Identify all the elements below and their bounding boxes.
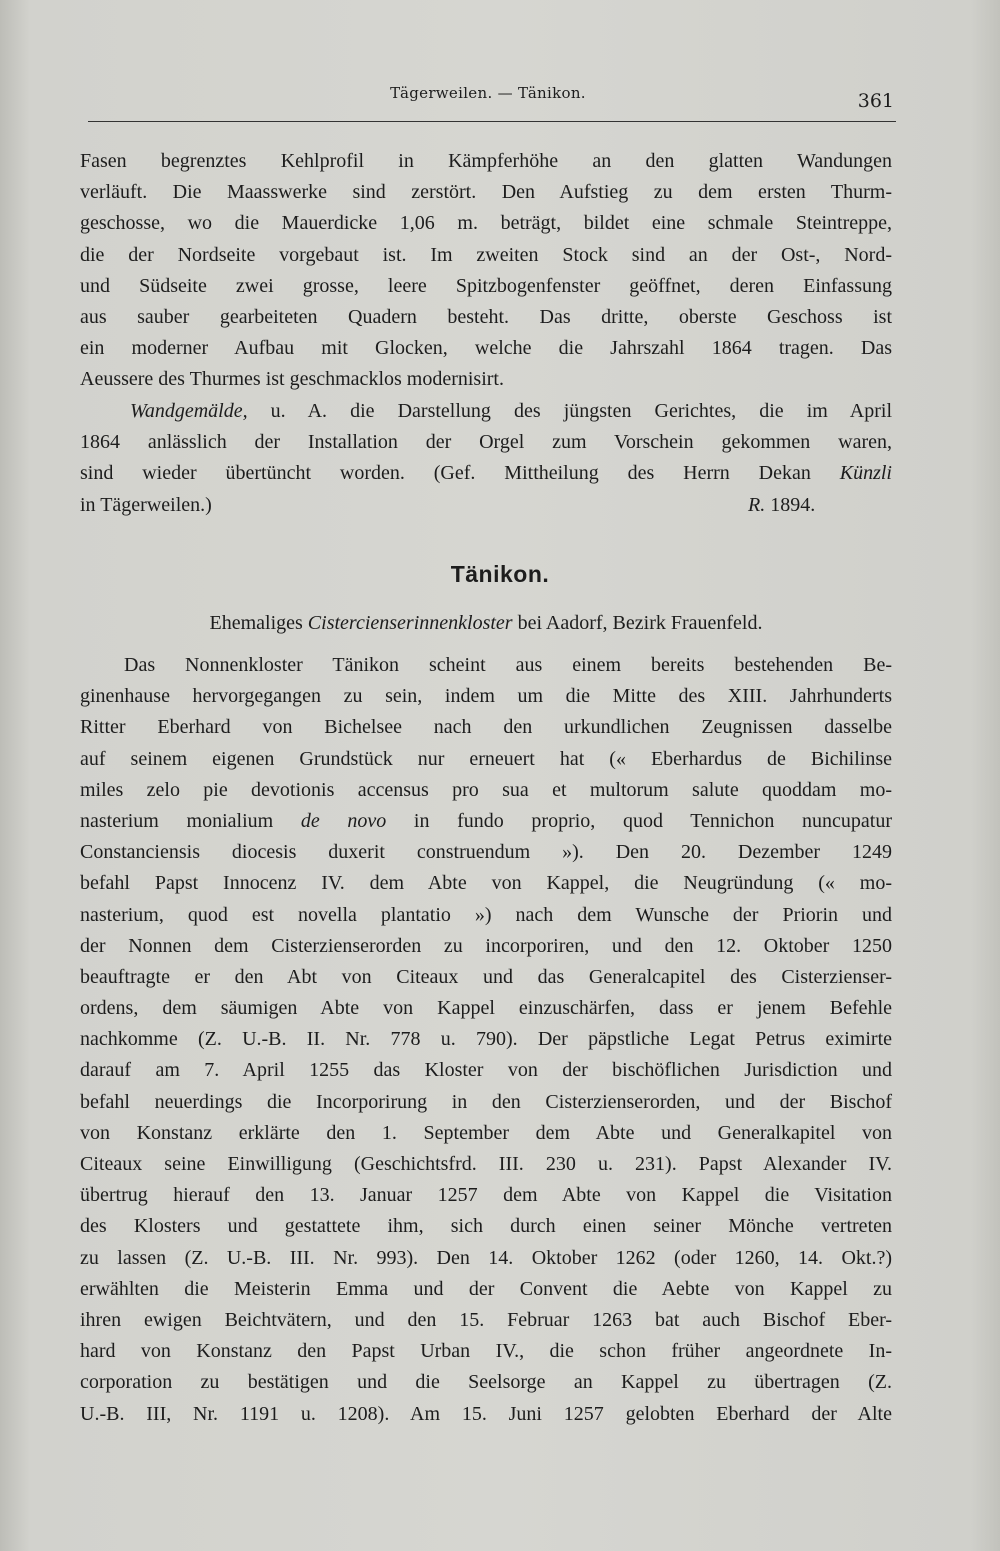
text-line [80, 458, 892, 489]
paragraph-tower-description [80, 146, 892, 396]
text-line: Constanciensis diocesis duxerit construendum »). Den 20. Dezember 1249 [80, 841, 892, 864]
text-span: sind wieder übertüncht worden. (Gef. Mittheilung des Herrn Dekan [80, 462, 840, 485]
section-title: Tänikon. [450, 561, 550, 587]
text-line: die der Nordseite vorgebaut ist. Im zweiten Stock sind an der Ost-, Nord- [80, 243, 892, 266]
text-line: verläuft. Die Maasswerke sind zerstört. Den Aufstieg zu dem ersten Thurm- [80, 181, 892, 204]
text-line: beauftragte er den Abt von Citeaux und das Generalcapitel des Cisterzienser- [80, 965, 892, 988]
text-line: Fasen begrenztes Kehlprofil in Kämpferhöhe an den glatten Wandungen [80, 150, 892, 172]
paragraph-convent-history [80, 650, 892, 1430]
text-line: Ritter Eberhard von Bichelsee nach den urkundlichen Zeugnissen dasselbe [80, 716, 892, 739]
text-span: bei Aadorf, Bezirk Frauenfeld. [512, 612, 763, 634]
text-line: miles zelo pie devotionis accensus pro sua et multorum salute quoddam mo- [80, 778, 892, 801]
signature-initial: R. [748, 493, 766, 516]
text-line: Citeaux seine Einwilligung (Geschichtsfrd. III. 230 u. 231). Papst Alexander IV. [80, 1153, 892, 1175]
italic-term: Cistercienserinnenkloster [307, 612, 513, 634]
paragraph-wall-paintings [80, 396, 892, 521]
page-header [80, 84, 896, 114]
italic-name: Künzli [839, 462, 892, 485]
text-line: aus sauber gearbeiteten Quadern besteht. Das dritte, oberste Geschoss ist [80, 305, 892, 328]
text-line: übertrug hierauf den 13. Januar 1257 dem Abte von Kappel die Visitation [80, 1184, 892, 1207]
text-line: darauf am 7. April 1255 das Kloster von der bischöflichen Jurisdiction und [80, 1059, 892, 1082]
section-subtitle [80, 612, 892, 635]
text-span: in Tägerweilen.) [80, 493, 212, 516]
text-line: auf seinem eigenen Grundstück nur erneuert hat (« Eberhardus de Bichilinse [80, 747, 892, 770]
signature-year: 1894. [765, 493, 816, 516]
text-line: ordens, dem säumigen Abte von Kappel einzuschärfen, dass er jenem Befehle [80, 997, 892, 1020]
text-line: 1864 anlässlich der Installation der Orgel zum Vorschein gekommen waren, [80, 431, 892, 454]
text-line: geschosse, wo die Mauerdicke 1,06 m. beträgt, bildet eine schmale Steintreppe, [80, 212, 892, 235]
text-span: in fundo proprio, quod Tennichon nuncupatur [386, 809, 892, 832]
text-line: nasterium, quod est novella plantatio ») nach dem Wunsche der Priorin und [80, 903, 892, 926]
text-span: u. A. die Darstellung des jüngsten Gerichtes, die im April [247, 400, 892, 422]
text-line: ein moderner Aufbau mit Glocken, welche die Jahrszahl 1864 tragen. Das [80, 337, 892, 360]
text-line: ginenhause hervorgegangen zu sein, indem um die Mitte des XIII. Jahrhunderts [80, 685, 892, 708]
running-title: Tägerweilen. — Tänikon. [390, 84, 586, 102]
text-line: und Südseite zwei grosse, leere Spitzbogenfenster geöffnet, deren Einfassung [80, 274, 892, 297]
text-line [80, 806, 892, 837]
text-line: U.-B. III, Nr. 1191 u. 1208). Am 15. Juni 1257 gelobten Eberhard der Alte [80, 1402, 892, 1425]
text-line: Aeussere des Thurmes ist geschmacklos modernisirt. [80, 368, 504, 391]
text-line: corporation zu bestätigen und die Seelsorge an Kappel zu übertragen (Z. [80, 1371, 892, 1394]
text-line [80, 396, 892, 427]
text-line: erwählten die Meisterin Emma und der Convent die Aebte von Kappel zu [80, 1277, 892, 1300]
header-rule [88, 121, 896, 122]
text-line: des Klosters und gestattete ihm, sich durch einen seiner Mönche vertreten [80, 1215, 892, 1238]
text-line [80, 490, 892, 521]
text-line: ihren ewigen Beichtvätern, und den 15. Februar 1263 bat auch Bischof Eber- [80, 1308, 892, 1331]
text-line: der Nonnen dem Cisterzienserorden zu incorporiren, und den 12. Oktober 1250 [80, 934, 892, 957]
text-line: nachkomme (Z. U.-B. II. Nr. 778 u. 790). Der päpstliche Legat Petrus eximirte [80, 1028, 892, 1051]
italic-term: Wandgemälde, [130, 400, 248, 422]
text-line: befahl neuerdings die Incorporirung in den Cisterzienserorden, und der Bischof [80, 1090, 892, 1113]
italic-term: de novo [300, 809, 387, 832]
page-number: 361 [857, 90, 894, 112]
text-line: von Konstanz erklärte den 1. September dem Abte und Generalkapitel von [80, 1121, 892, 1144]
text-line: hard von Konstanz den Papst Urban IV., die schon früher angeordnete In- [80, 1340, 892, 1363]
author-signature [748, 490, 815, 521]
text-line: zu lassen (Z. U.-B. III. Nr. 993). Den 14. Oktober 1262 (oder 1260, 14. Okt.?) [80, 1246, 892, 1269]
text-span: nasterium monialium [80, 809, 301, 832]
text-span: Ehemaliges [209, 612, 308, 634]
text-line: befahl Papst Innocenz IV. dem Abte von Kappel, die Neugründung (« mo- [80, 872, 892, 895]
text-line: Das Nonnenkloster Tänikon scheint aus einem bereits bestehenden Be- [124, 654, 892, 676]
